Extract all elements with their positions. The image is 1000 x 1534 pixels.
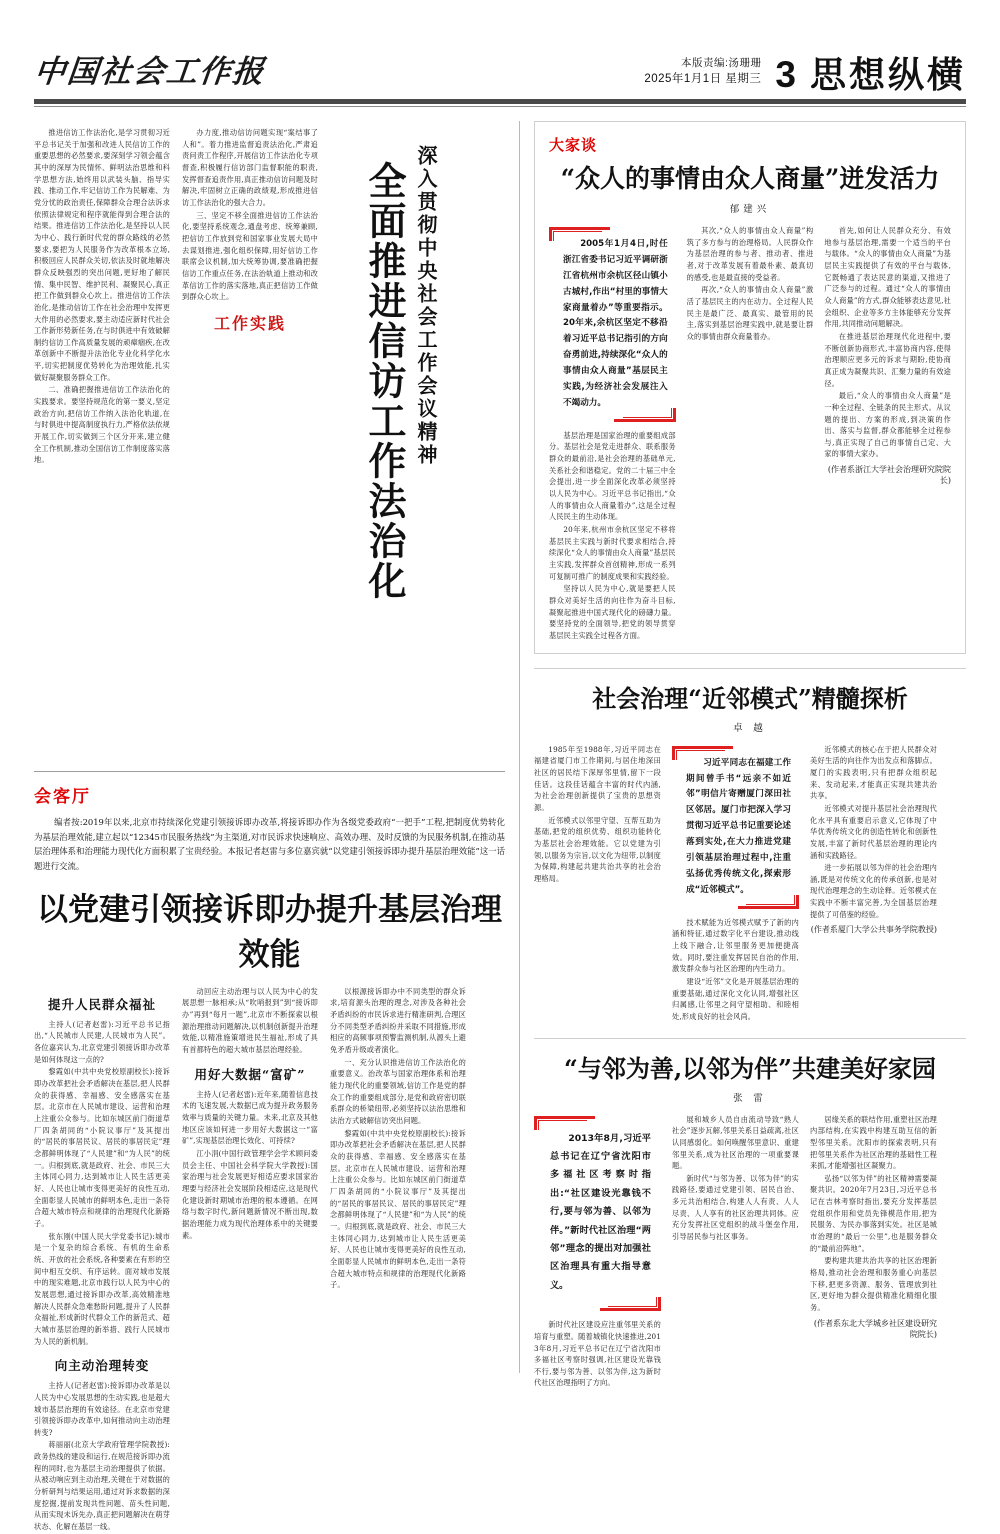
- paragraph: 黎霞如(中共中央党校原副校长):接诉即办改革把社会矛盾解决在基层,把人民群众的获得感、幸福感、安全感落实在基层。北京市在人民城市建设、运营和治理上注重公众参与。比如东城区前门街道草厂四条胡同的“小院议事厅”及其提出的“居民的事居民议、居民的事居民定”理念都鲜明体现了“人民建”和“为人民”的统一。归根到底,就是政府、社会、市民三大主体同心同力,达到城市让人民生活更美好、人民也让城市变得更美好的良性互动,全面彰显人民城市的鲜明本色,走出一条符合超大城市特点和规律的治理现代化新路子。: [34, 1067, 170, 1228]
- paragraph: 黎霞如(中共中央党校原副校长):接诉即办改革把社会矛盾解决在基层,把人民群众的获得感、幸福感、安全感落实在基层。北京市在人民城市建设、运营和治理上注重公众参与。比如东城区前门街道草厂四条胡同的“小院议事厅”及其提出的“居民的事居民议、居民的事居民定”理念都鲜明体现了“人民建”和“为人民”的统一。归根到底,就是政府、社会、市民三大主体同心同力,达到城市让人民生活更美好、人民也让城市变得更美好的良性互动,全面彰显人民城市的鲜明本色,走出一条符合超大城市特点和规律的治理现代化新路子。: [330, 1128, 466, 1290]
- newspaper-logo: 中国社会工作报: [32, 54, 268, 90]
- page-editor-line: 本版责编:汤珊珊: [680, 57, 762, 70]
- page-grid: [34, 121, 966, 1532]
- masthead: [32, 0, 966, 95]
- guest-room-col-3: [330, 986, 466, 1534]
- lead-col-2: [182, 127, 318, 761]
- paragraph: 最后,“众人的事情由众人商量”是一种全过程、全链条的民主形式。从议题的提出、方案的形成,到决策的作出、落实与监督,群众都能够全过程参与,真正实现了自己的事情自己定、大家的事情大家办。: [824, 391, 952, 459]
- article-body: [687, 225, 814, 343]
- masthead-meta: [644, 56, 761, 92]
- article-title: “众人的事情由众人商量”迸发活力: [560, 164, 940, 193]
- quote-corner-top-left-inner-icon: [538, 1120, 587, 1130]
- paragraph: 动回应主动治理与以人民为中心的发展思想一脉相承;从“吹哨报到”到“接诉即办”再到“每月一题”,北京市不断探索以根源治理推动问题解决,以机制创新提升治理效能,以精准施策增进民生福祉,形成了具有首都特色的超大城市基层治理经验。: [182, 986, 318, 1055]
- paragraph: 江小涓(中国行政管理学会学术顾问委员会主任、中国社会科学院大学教授):国家治理与社会发展更好相适应要求国家治理要与经济社会发展阶段相适应,这是现代化建设新时期城市治理的根本遵循。在网络与数字时代,新问题新情况不断出现,数据治理能力成为现代治理体系中的关键要素。: [182, 1149, 318, 1240]
- paragraph: 二、准确把握推进信访工作法治化的实践要求。要坚持规范化的第一要义,坚定政治方向,把信访工作纳入法治化轨道,在与时俱进中提高制度执行力,严格依法依规开展工作,切实做到三个区分开来,建立健全工作机制,推动全国信访工作制度落实落地。: [34, 385, 170, 465]
- lead-col-1: [34, 127, 170, 761]
- column-divider: [519, 121, 520, 1373]
- paragraph: 近邻模式对提升基层社会治理现代化水平具有重要启示意义,它体现了中华优秀传统文化的创造性转化和创新性发展,丰富了新时代基层治理的理论内涵和实践路径。: [810, 803, 937, 860]
- paragraph: 基层治理是国家治理的重要组成部分。基层社会是党走进群众、联系服务群众的最前沿,是社会治理的基础单元,关系社会和谐稳定。党的二十届三中全会提出,进一步全面深化改革必须坚持以人民为中心。习近平总书记指出,“众人的事情由众人商量着办”,这是全过程人民民主的生动体现。: [549, 430, 676, 522]
- paragraph: 20年来,杭州市余杭区坚定不移将基层民主实践与新时代要求相结合,持续深化“众人的事情由众人商量”基层民主实践,发挥群众首创精神,形成一系列可复制可推广的制度成果和实践经验。: [549, 525, 676, 581]
- left-column: [34, 121, 506, 1532]
- paragraph: 一、充分认识推进信访工作法治化的重要意义。治改革与国家治理体系和治理能力现代化的重要领域,信访工作是党的群众工作的重要组成部分,是党和政府密切联系群众的桥梁纽带,必须坚持以法治思维和法治方式破解信访突出问题。: [330, 1057, 466, 1126]
- article-col-2: [672, 1114, 799, 1391]
- quote-corner-top-left-inner-icon: [676, 750, 725, 760]
- paragraph: 新时代社区建设应注重邻里关系的培育与重塑。随着城镇化快速推进,2013年8月,习近平总书记在辽宁省沈阳市多福社区考察时强调,社区建设光靠钱不行,要与邻为善、以邻为伴,这为新时代社区治理指明了方向。: [534, 1320, 661, 1388]
- paragraph: 以根源接诉即办中不同类型的群众诉求,培育源头治理的理念,对涉及各种社会矛盾纠纷的市民诉求进行精准研判,合理区分不同类型矛盾纠纷并采取不同措施,形成相应的高频事项预警监测机制,从源头上避免矛盾升级或者演化。: [330, 986, 466, 1055]
- author-credit: (作者系厦门大学公共事务学院教授): [810, 925, 937, 935]
- article-quote-box: [672, 746, 799, 909]
- paragraph: 建设“近邻”文化是开展基层治理的重要基础,通过深化文化认同,增强社区归属感,让邻里之间守望相助、和睦相处,形成良好的社会风尚。: [672, 976, 799, 1021]
- article-columns: [549, 225, 951, 643]
- lead-body-text: [182, 127, 318, 303]
- masthead-right: [644, 53, 966, 95]
- lead-title-block: [357, 121, 505, 761]
- guest-room-columns: [34, 986, 505, 1534]
- lead-body-text: [34, 127, 170, 466]
- quote-text: 2005年1月4日,时任浙江省委书记习近平调研浙江省杭州市余杭区径山镇小古城村,作出“村里的事情大家商量着办”等重要指示。20年来,余杭区坚定不移沿着习近平总书记指引的方向奋勇前进,持续深化“众人的事情由众人商量”基层民主实践,为经济社会发展注入不竭动力。: [563, 239, 668, 408]
- guest-room-col-1: [34, 986, 170, 1534]
- article-divider: [534, 668, 966, 669]
- paragraph: 近邻模式的核心在于把人民群众对美好生活的向往作为出发点和落脚点。厦门的实践表明,只有把群众组织起来、发动起来,才能真正实现共建共治共享。: [810, 744, 937, 801]
- article-col-3: [824, 225, 951, 643]
- author-credit: (作者系东北大学城乡社区建设研究院院长): [813, 1318, 937, 1339]
- article-jinlin-moshi: [534, 679, 966, 1024]
- editor-note: 编者按:2019年以来,北京市持续深化党建引领接诉即办改革,将接诉即办作为各级党委政府“一把手”工程,把制度优势转化为基层治理效能,建立起以“12345市民服务热线”为主渠道,对市民诉求快速响应、高效办理、及时反馈的为民服务机制,在推动基层治理体系和治理能力现代化方面积累了宝贵经验。本报记者赵雷与多位嘉宾就“以党建引领接诉即办提升基层治理效能”这一话题进行交流。: [34, 817, 506, 872]
- work-practice-label: 工作实践: [213, 315, 286, 333]
- article-yilinweiban: [534, 1049, 966, 1391]
- article-columns: [534, 1114, 966, 1391]
- paragraph: 在推进基层治理现代化进程中,要不断创新协商形式,丰富协商内容,使得治理顺应更多元的诉求与期盼,使协商真正成为凝聚共识、汇聚力量的有效途径。: [824, 331, 952, 388]
- guest-room-section: [34, 771, 505, 1534]
- subheading: 用好大数据“富矿”: [194, 1066, 306, 1082]
- section-name: 思想纵横: [809, 53, 966, 95]
- article-body: [672, 917, 799, 1023]
- paragraph: 进一步拓展以邻为伴的社会治理内涵,既是对传统文化的传承创新,也是对现代治理理念的生动诠释。近邻模式在实践中不断丰富完善,为全国基层治理提供了可借鉴的经验。: [810, 863, 937, 919]
- paragraph: 张东刚(中国人民大学党委书记):城市是一个复杂的综合系统、有机的生命系统、开放的社会系统,各种要素在有形的空间中相互交织、有序运转。面对城市发展中的现实难题,北京市践行以人民为中心的发展思想,通过接诉即办改革,高效精准地解决人民群众急难愁盼问题,提升了人民群众福祉,形成新时代群众工作的新范式、超大城市基层治理的新举措、践行人民城市为人民的新机制。: [34, 1231, 170, 1346]
- article-byline: 卓 越: [733, 722, 767, 734]
- article-body: [534, 744, 661, 885]
- article-columns: [534, 744, 966, 1024]
- page-number: 3: [775, 53, 796, 95]
- article-byline: 郁建兴: [729, 204, 771, 215]
- article-col-3: [810, 1114, 937, 1391]
- guest-room-body: [34, 1380, 170, 1533]
- article-dajiatan: [534, 121, 966, 654]
- article-body: [534, 1319, 661, 1389]
- paragraph: 1985年至1988年,习近平同志在福建省厦门市工作期间,与居住地深田社区的居民结下深厚邻里情,留下一段佳话。这段佳话蕴含丰富的时代内涵,为社会治理创新提供了宝贵的思想资源。: [534, 744, 661, 812]
- article-title: 社会治理“近邻模式”精髓探析: [592, 683, 908, 713]
- article-body: [672, 1114, 799, 1243]
- guest-room-body: [34, 1019, 170, 1347]
- guest-room-body: [182, 986, 318, 1056]
- guest-room-body: [330, 986, 466, 1291]
- article-col-2: [672, 744, 799, 1024]
- quote-corner-bottom-right-inner-icon: [608, 1297, 657, 1307]
- article-quote-box: [534, 1116, 661, 1312]
- paragraph: 三、坚定不移全面推进信访工作法治化,要坚持系统观念,通盘考虑、统筹兼顾,把信访工作放到党和国家事业发展大局中去谋划推进,强化组织保障,用好信访工作联席会议机制,加大统筹协调,要准确把握信访工作重点任务,在法治轨道上推动和改革信访工作的落实落地,真正把信访工作做到群众心坎上。: [182, 210, 318, 302]
- subheading: 提升人民群众福祉: [47, 996, 156, 1012]
- article-body: [824, 225, 951, 460]
- article-body: [549, 430, 676, 642]
- article-col-1: [549, 225, 676, 643]
- masthead-rule-thin: [34, 106, 966, 107]
- lead-article: [34, 121, 505, 761]
- paragraph: 弘扬“以邻为伴”的社区精神需要凝聚共识。2020年7月23日,习近平总书记在吉林考察时指出,要充分发挥基层党组织作用和党员先锋模范作用,把为民服务、为民办事落到实处。社区是城市治理的“最后一公里”,也是服务群众的“最前沿阵地”。: [810, 1173, 937, 1253]
- quote-corner-bottom-right-inner-icon: [746, 895, 795, 905]
- article-byline: 张 雷: [733, 1092, 767, 1104]
- article-title: “与邻为善,以邻为伴”共建美好家园: [564, 1053, 936, 1083]
- masthead-rule: [34, 99, 966, 104]
- article-body: [810, 1114, 937, 1314]
- quote-corner-bottom-right-inner-icon: [623, 408, 672, 418]
- paragraph: 展和城乡人员自由流动导致“熟人社会”逐步瓦解,邻里关系日益疏离,社区认同感弱化。如何唤醒邻里意识、重建邻里关系,成为社区治理的一项重要课题。: [672, 1114, 799, 1171]
- author-credit: (作者系浙江大学社会治理研究院院长): [827, 465, 952, 486]
- paragraph: 坚持以人民为中心,就是要把人民群众对美好生活的向往作为奋斗目标,凝聚起推进中国式现代化的磅礴力量。要坚持党的全面领导,把党的领导贯穿基层民主实践全过程各方面。: [549, 584, 676, 640]
- paragraph: 推进信访工作法治化,是学习贯彻习近平总书记关于加强和改进人民信访工作的重要思想的必然要求,要深刻学习领会蕴含其中的深厚为民情怀、鲜明法治思维和科学思想方法,始终用以武装头脑、指导实践、推动工作,牢记信访工作为民解难、为党分忧的政治责任,保障群众合理合法诉求依照法律规定和程序就能得到合理合法的结果。推进信访工作法治化,是坚持以人民为中心、践行新时代党的群众路线的必然要求,要把为人民服务作为改革根本立场,积极回应人民群众关切,依法及时就地解决群众反映强烈的突出问题,更好地了解民情、集中民智、维护民利、凝聚民心,真正把工作做到群众心坎上。推进信访工作法治化,是推动信访工作在社会治理中发挥更大作用的必然要求,要主动适应新时代社会工作新形势新任务,在与时俱进中有效破解制约信访工作高质量发展的顽瘴痼疾,在改革创新中不断提升法治化专业化科学化水平,切实把制度优势转化为治理效能,扎实做好凝聚服务群众工作。: [34, 128, 170, 382]
- paragraph: 主持人(记者赵雷):近年来,随着信息技术的飞速发展,大数据已成为提升政务服务效率与质量的关键力量。未来,北京及其他地区应该如何进一步用好大数据这一“富矿”,实现基层治理长效化、可持续?: [182, 1089, 318, 1146]
- paragraph: 居缘关系的联结作用,重塑社区治理内部结构,在实践中构建互助互信的新型邻里关系。沈阳市的探索表明,只有把邻里关系作为社区治理的基础性工程来抓,才能增强社区凝聚力。: [810, 1114, 937, 1171]
- lead-main-title: 全面推进信访工作法治化: [362, 161, 408, 601]
- quote-text: 习近平同志在福建工作期间曾手书“远亲不如近邻”明信片寄赠厦门深田社区邻居。厦门市把深入学习贯彻习近平总书记重要论述落到实处,在大力推进党建引领基层治理过程中,注重弘扬优秀传统文化,探索形成“近邻模式”。: [686, 757, 791, 895]
- lead-body-columns: [34, 121, 357, 761]
- article-col-2: [687, 225, 814, 643]
- paragraph: 其次,“众人的事情由众人商量”构筑了多方参与的治理格局。人民群众作为基层治理的参与者、推动者、推进者,对于改革发展有着最朴素、最真切的感受,也是最直接的受益者。: [686, 226, 814, 282]
- paragraph: 新时代“与邻为善、以邻为伴”的实践路径,要通过党建引领、居民自治、多元共治相结合,构建人人有责、人人尽责、人人享有的社区治理共同体。应充分发挥社区党组织的战斗堡垒作用,引导居民参与社区事务。: [672, 1173, 799, 1242]
- publication-date: 2025年1月1日 星期三: [644, 73, 762, 86]
- quote-text: 2013年8月,习近平总书记在辽宁省沈阳市多福社区考察时指出:“社区建设光靠钱不行,要与邻为善、以邻为伴。”新时代社区治理“两邻”理念的提出对加强社区治理具有重大指导意义。: [550, 1132, 651, 1291]
- paragraph: 首先,如何让人民群众充分、有效地参与基层治理,需要一个适当的平台与载体。“众人的事情由众人商量”为基层民主实践提供了有效的平台与载体,它既畅通了表达民意的渠道,又推进了广泛参与的过程。通过“众人的事情由众人商量”的方式,群众能够表达意见,社会组织、企业等多方主体能够充分发挥作用,共同推动问题解决。: [824, 226, 952, 329]
- paragraph: 主持人(记者赵雷):习近平总书记指出,“人民城市人民建,人民城市为人民”。各位嘉宾认为,北京党建引领接诉即办改革是如何体现这一点的?: [34, 1019, 170, 1064]
- article-col-1: [534, 744, 661, 1024]
- subheading: 向主动治理转变: [54, 1358, 150, 1374]
- article-col-1: [534, 1114, 661, 1391]
- right-column: [534, 121, 966, 1388]
- paragraph: 技术赋能为近邻模式赋予了新的内涵和特征,通过数字化平台建设,推动线上线下融合,让邻里服务更加便捷高效。同时,要注重发挥居民自治的作用,激发群众参与社区治理的内生动力。: [672, 917, 799, 974]
- guest-room-label: 会客厅: [34, 787, 91, 806]
- article-divider: [534, 1038, 966, 1039]
- article-col-3: [810, 744, 937, 1024]
- lead-shoulder-title: 深入贯彻中央社会工作会议精神: [414, 145, 439, 467]
- paragraph: 主持人(记者赵雷):接诉即办改革是以人民为中心发展思想的生动实践,也是超大城市基层治理的有效途径。在北京市党建引领接诉即办改革中,如何推动向主动治理转变?: [34, 1381, 170, 1437]
- article-body: [810, 744, 937, 921]
- paragraph: 蒋丽丽(北京大学政府管理学院教授):政务热线的建设和运行,在规范接诉即办流程的同时,也为基层主动治理提供了依据。从被动响应到主动治理,关键在于对数据的分析研判与结果运用,通过对诉求数据的深度挖掘,提前发现共性问题、苗头性问题,从而实现未诉先办,真正把问题解决在萌芽状态、化解在基层一线。: [34, 1440, 170, 1532]
- paragraph: 办力度,推动信访问题实现“案结事了人和”。着力推进监督追责法治化,严肃追责问责工作程序,开展信访工作法治化专项督查,积极履行信访部门监督职能的职责,发挥督查追责作用,真正推动信访问题及时解决,牢固树立正确的政绩观,形成推进信访工作法治化的强大合力。: [182, 128, 318, 207]
- quote-corner-top-left-inner-icon: [553, 231, 602, 241]
- paragraph: 再次,“众人的事情由众人商量”激活了基层民主的内在动力。全过程人民民主是最广泛、最真实、最管用的民主,落实到基层治理实践中,就是要让群众的事情由群众商量着办。: [686, 285, 814, 341]
- guest-room-col-2: [182, 986, 318, 1534]
- article-tag: 大家谈: [549, 137, 598, 154]
- paragraph: 要构建共建共治共享的社区治理新格局,推动社会治理和服务重心向基层下移,把更多资源、服务、管理放到社区,更好地为群众提供精准化精细化服务。: [810, 1256, 937, 1313]
- guest-room-body: [182, 1089, 318, 1242]
- guest-room-title: 以党建引领接诉即办提升基层治理效能: [37, 891, 503, 973]
- article-quote-box: [549, 227, 676, 422]
- paragraph: 近邻模式以邻里守望、互帮互助为基础,把党的组织优势、组织功能转化为基层社会治理效能。它以党建为引领,以服务为宗旨,以文化为纽带,以制度为保障,构建起共建共治共享的社会治理格局。: [534, 815, 661, 883]
